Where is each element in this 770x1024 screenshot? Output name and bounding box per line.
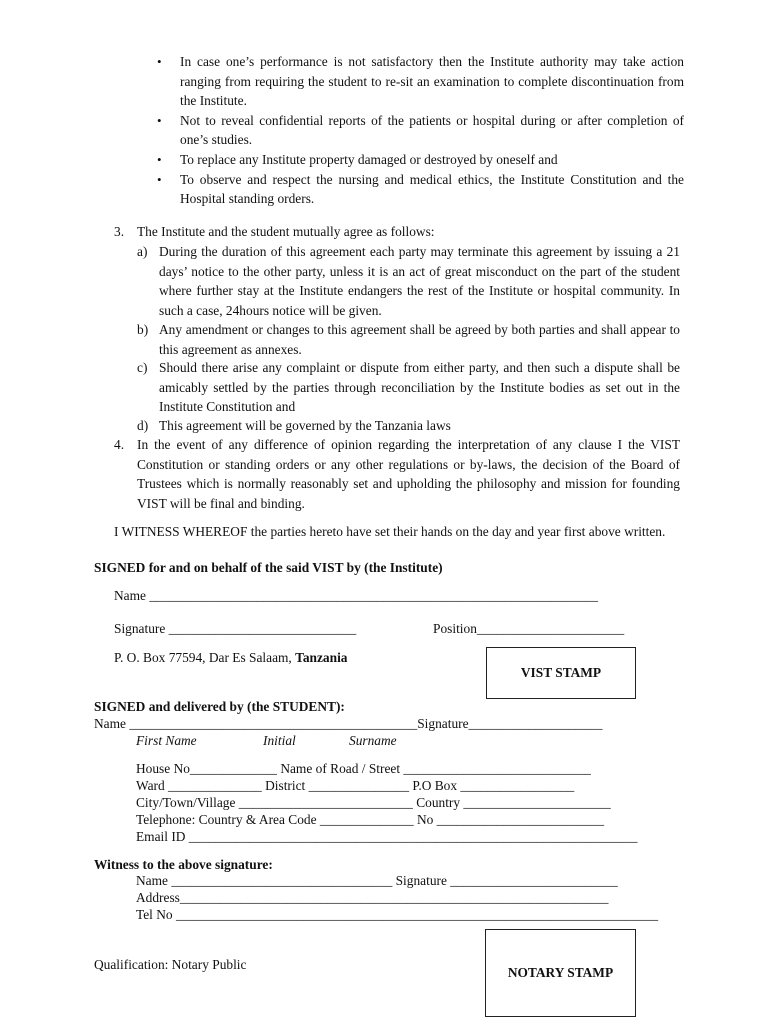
list-item <box>154 52 684 111</box>
student-email-field[interactable]: Email ID ___________________________________________________________________ <box>136 829 638 844</box>
clause-3b <box>137 320 680 359</box>
witness-tel-field[interactable]: Tel No ________________________________________________________________________ <box>136 907 659 922</box>
initial-caption: Initial <box>263 733 296 748</box>
institute-name-field[interactable]: Name ___________________________________________________________________ <box>114 588 598 603</box>
institute-heading: SIGNED for and on behalf of the said VIST by (the Institute) <box>94 560 443 575</box>
clause-letter: d) <box>137 418 149 433</box>
address-text: P. O. Box 77594, Dar Es Salaam, <box>114 650 296 665</box>
student-name-field[interactable]: Name ___________________________________________Signature____________________ <box>94 716 603 731</box>
clause-text: Should there arise any complaint or dispute from either party, and then such a dispute shall be amicably settled by the parties through reconciliation by the Institute bodies as set out in the Institute Constitution and <box>159 360 680 415</box>
list-item-text: To replace any Institute property damaged or destroyed by oneself and <box>180 151 558 167</box>
institute-signature-field[interactable]: Signature ____________________________ <box>114 621 357 636</box>
vist-stamp-box <box>486 647 636 699</box>
list-item-text: In case one’s performance is not satisfactory then the Institute authority may take action ranging from requiring the student to re-sit an examination to complete discontinuation from the Institute. <box>180 54 684 109</box>
list-item <box>154 111 684 150</box>
first-name-caption: First Name <box>136 733 197 748</box>
clause-text: Any amendment or changes to this agreement shall be agreed by both parties and shall appear to this agreement as annexes. <box>159 322 680 357</box>
list-item-text: Not to reveal confidential reports of the patients or hospital during or after completion of one’s studies. <box>180 112 684 148</box>
student-heading: SIGNED and delivered by (the STUDENT): <box>94 699 345 714</box>
institute-position-field[interactable]: Position______________________ <box>433 621 625 636</box>
address-country: Tanzania <box>295 650 348 665</box>
clause-number: 4. <box>114 437 125 452</box>
clause-letter: b) <box>137 322 149 337</box>
notary-stamp-label: NOTARY STAMP <box>507 965 614 981</box>
student-ward-field[interactable]: Ward ______________ District _______________ P.O Box _________________ <box>136 778 575 793</box>
student-house-field[interactable]: House No_____________ Name of Road / Street ____________________________ <box>136 761 591 776</box>
clause-text: The Institute and the student mutually agree as follows: <box>137 224 435 239</box>
qualification-text: Qualification: Notary Public <box>94 957 247 972</box>
institute-address <box>114 648 348 668</box>
student-telephone-field[interactable]: Telephone: Country & Area Code ______________ No _________________________ <box>136 812 605 827</box>
surname-caption: Surname <box>349 733 397 748</box>
witness-heading: Witness to the above signature: <box>94 857 273 872</box>
clause-3a <box>137 242 680 320</box>
clause-3d <box>137 416 680 436</box>
clause-4 <box>114 435 680 513</box>
clause-text: During the duration of this agreement each party may terminate this agreement by issuing a 21 days’ notice to the other party, unless it is an act of great misconduct on the part of the student where further stay at the Institute endangers the rest of the Institute or hospital community. In such a case, 24hours notice will be given. <box>159 244 680 318</box>
clause-letter: a) <box>137 244 148 259</box>
clause-number: 3. <box>114 224 125 239</box>
clause-3 <box>114 222 680 242</box>
clause-letter: c) <box>137 360 148 375</box>
vist-stamp-label: VIST STAMP <box>520 665 602 681</box>
student-city-field[interactable]: City/Town/Village __________________________ Country ______________________ <box>136 795 611 810</box>
list-item-text: To observe and respect the nursing and medical ethics, the Institute Constitution and the Hospital standing orders. <box>180 171 684 207</box>
list-item <box>154 170 684 209</box>
list-item <box>154 150 684 170</box>
witness-whereof-text: I WITNESS WHEREOF the parties hereto have set their hands on the day and year first above written. <box>114 524 666 539</box>
witness-name-field[interactable]: Name _________________________________ Signature _________________________ <box>136 873 618 888</box>
clause-text: In the event of any difference of opinion regarding the interpretation of any clause I the VIST Constitution or standing orders or any other regulations or by-laws, the decision of the Board of Trustees which is normally reasonably set and upholding the philosophy and mission for founding VIST will be final and binding. <box>137 437 680 511</box>
clause-3c <box>137 358 680 417</box>
witness-address-field[interactable]: Address________________________________________________________________ <box>136 890 609 905</box>
clause-text: This agreement will be governed by the Tanzania laws <box>159 418 451 433</box>
notary-stamp-box <box>485 929 636 1017</box>
obligations-list <box>154 52 684 209</box>
